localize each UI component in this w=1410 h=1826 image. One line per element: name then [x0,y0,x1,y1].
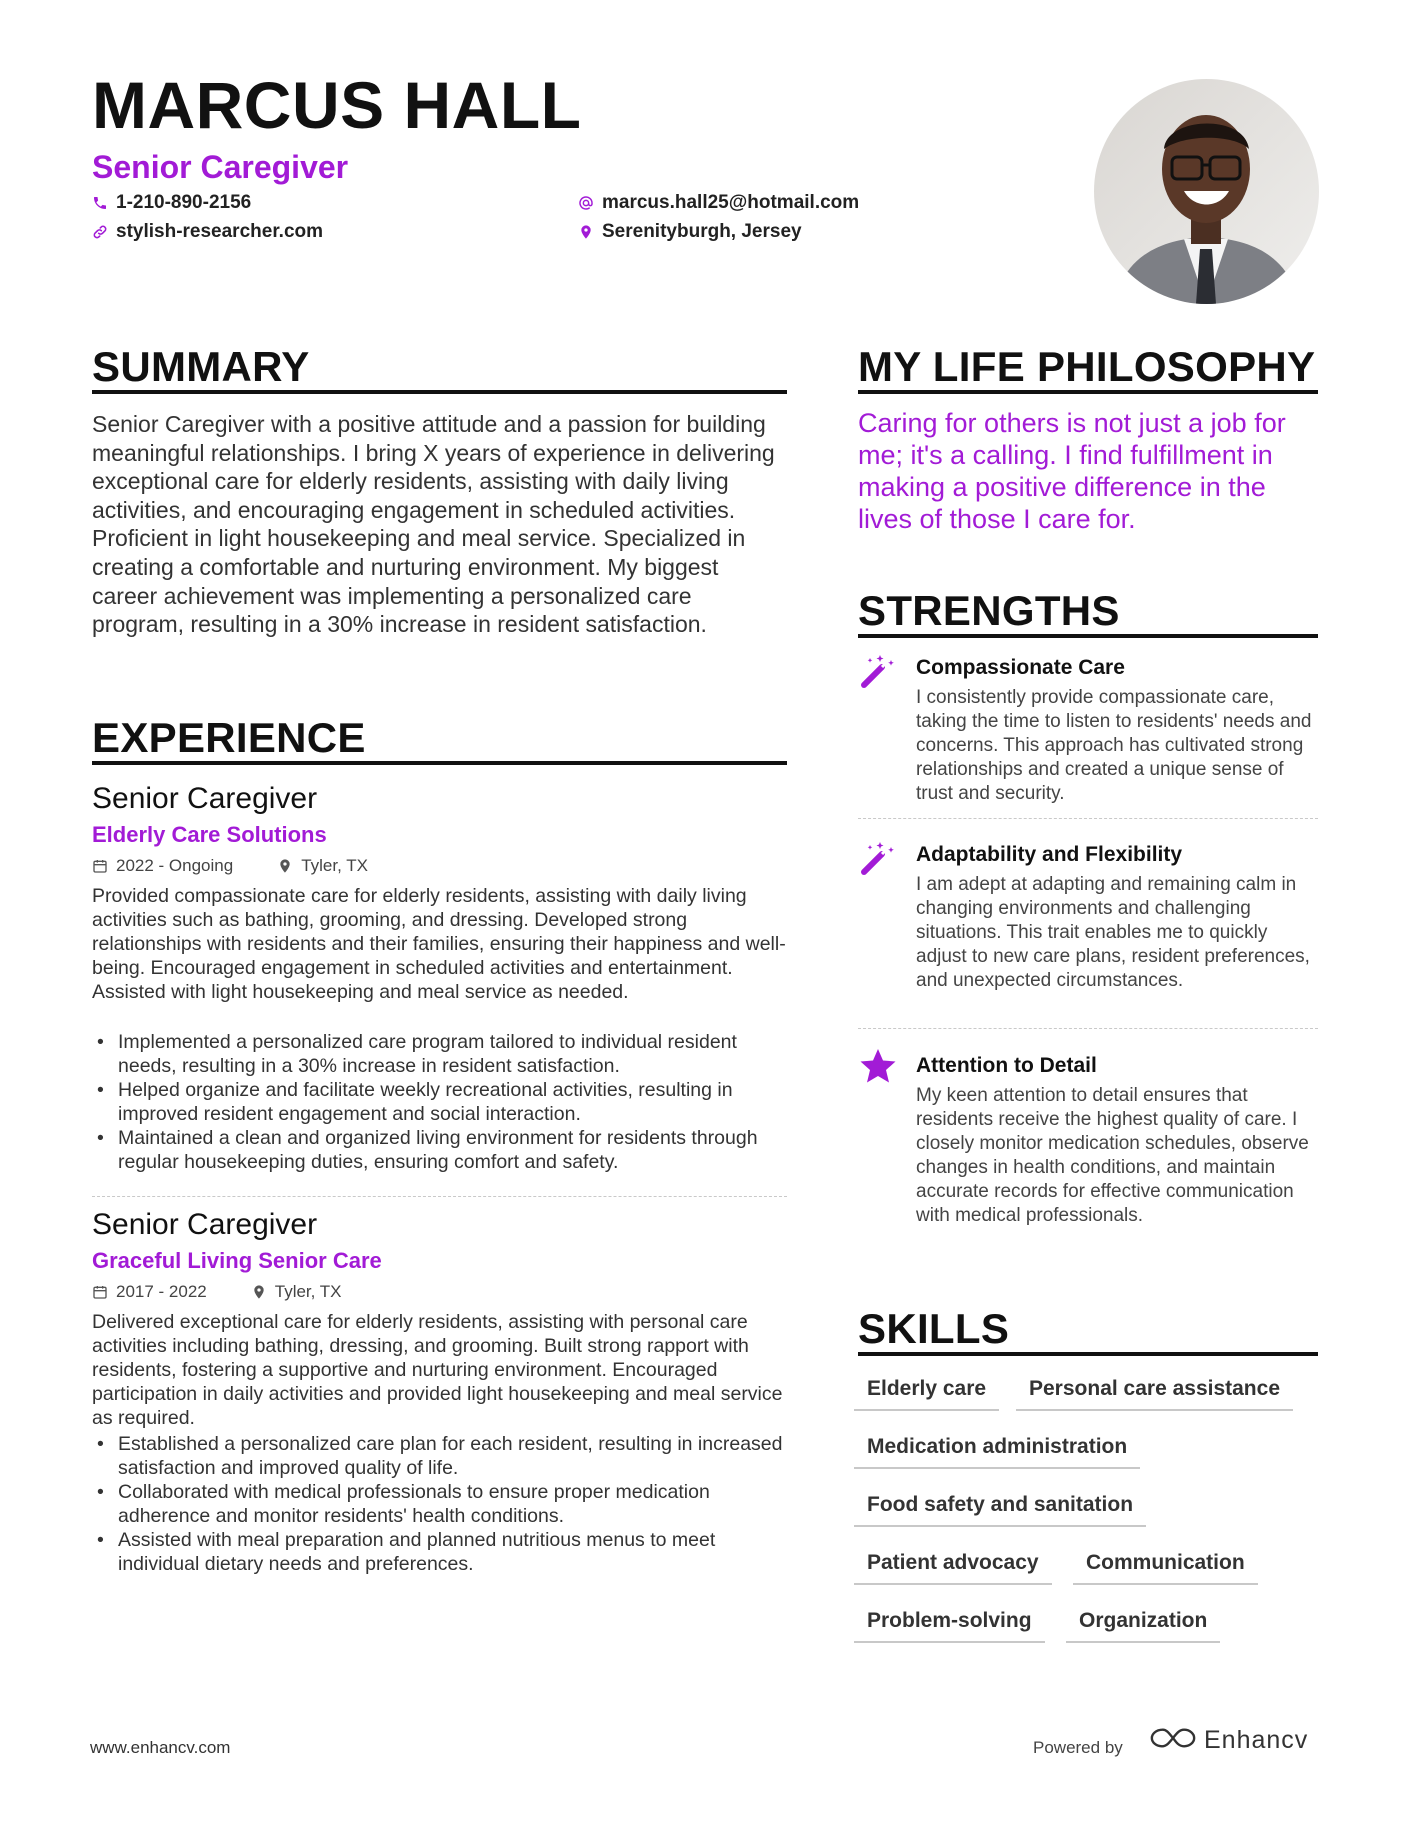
contact-location [578,222,802,241]
star-icon [858,1046,898,1086]
achievement-item: • Established a personalized care plan for each resident, resulting in increased satisfaction and improved quality of life. [92,1432,792,1480]
skill-tag: Food safety and sanitation [854,1489,1146,1527]
summary-heading: SUMMARY [92,343,310,390]
philosophy-text: Caring for others is not just a job for me; it's a calling. I find fulfillment in making a positive difference in the lives of those I care for. [858,408,1286,534]
powered-by-label: Powered by [1033,1738,1123,1757]
experience-divider [92,761,787,765]
contact-phone [92,193,251,212]
skill-tag: Problem-solving [854,1605,1045,1643]
website-text[interactable]: stylish-researcher.com [116,221,324,242]
achievement-item: • Maintained a clean and organized living environment for residents through regular housekeeping duties, ensuring comfort and safety. [92,1126,792,1174]
at-sign-icon [578,195,594,211]
job-achievements [92,1432,792,1576]
achievement-item: • Helped organize and facilitate weekly recreational activities, resulting in improved resident engagement and social interaction. [92,1078,792,1126]
profile-photo [1094,79,1319,304]
experience-heading: EXPERIENCE [92,714,366,761]
philosophy-divider [858,390,1318,394]
strength-title: Attention to Detail [916,1054,1097,1077]
skill-tag: Personal care assistance [1016,1373,1293,1411]
phone-text[interactable]: 1-210-890-2156 [116,192,252,213]
magic-wand-icon [858,838,898,878]
job-location: Tyler, TX [274,1282,342,1301]
strength-description: I am adept at adapting and remaining calm in changing environments and challenging situations. This trait enables me to quickly adjust to new care plans, resident preferences, and unexpected circumstances. [916,874,1310,991]
skills-divider [858,1352,1318,1356]
phone-icon [92,195,108,211]
job-description: Delivered exceptional care for elderly residents, assisting with personal care activities including bathing, dressing, and grooming. Built strong rapport with residents, fostering a supportive and nurturing environment. Encouraged participation in daily activities and provided light housekeeping and meal service as required. [92,1311,783,1429]
strength-description: My keen attention to detail ensures that residents receive the highest quality of care. I closely monitor medication schedules, observe changes in health conditions, and maintain accurate records for effective communication with medical professionals. [916,1085,1309,1226]
strengths-heading: STRENGTHS [858,587,1120,634]
job-separator [92,1196,787,1197]
calendar-icon [92,858,108,874]
company-name: Elderly Care Solutions [92,822,327,847]
location-pin-icon [277,858,293,874]
enhancv-logo[interactable] [1150,1726,1308,1755]
contact-email [578,193,859,212]
philosophy-heading: MY LIFE PHILOSOPHY [858,343,1316,390]
achievement-item: • Collaborated with medical professionals to ensure proper medication adherence and monitor residents' health conditions. [92,1480,792,1528]
skill-tag: Communication [1073,1547,1258,1585]
candidate-title: Senior Caregiver [92,149,349,185]
skill-tag: Patient advocacy [854,1547,1052,1585]
achievement-item: • Implemented a personalized care program tailored to individual resident needs, resulting in a 30% increase in resident satisfaction. [92,1030,792,1078]
job-meta [92,857,368,874]
enhancv-logo-icon [1150,1726,1196,1755]
location-pin-icon [578,224,594,240]
calendar-icon [92,1284,108,1300]
strength-title: Adaptability and Flexibility [916,843,1183,866]
job-title: Senior Caregiver [92,782,318,815]
email-text[interactable]: marcus.hall25@hotmail.com [602,192,860,213]
job-title: Senior Caregiver [92,1208,318,1241]
link-icon [92,224,108,240]
job-dates: 2017 - 2022 [116,1282,207,1301]
job-description: Provided compassionate care for elderly residents, assisting with daily living activities such as bathing, grooming, and dressing. Developed strong relationships with residents and their families, ensuring their happiness and well-being. Encouraged engagement in scheduled activities and entertainment. Assisted with light housekeeping and meal service as needed. [92,885,786,1003]
skill-tag: Elderly care [854,1373,999,1411]
strengths-divider [858,634,1318,638]
summary-divider [92,390,787,394]
achievement-item: • Assisted with meal preparation and planned nutritious menus to meet individual dietary needs and preferences. [92,1528,792,1576]
job-meta [92,1283,342,1300]
summary-text: Senior Caregiver with a positive attitude and a passion for building meaningful relationships. I bring X years of experience in delivering exceptional care for elderly residents, assisting with daily living activities, and encouraging engagement in scheduled activities. Proficient in light housekeeping and meal service. Specialized in creating a comfortable and nurturing environment. My biggest career achievement was implementing a personalized care program, resulting in a 30% increase in resident satisfaction. [92,411,775,638]
footer-url[interactable]: www.enhancv.com [90,1738,231,1757]
job-achievements [92,1030,792,1174]
skill-tag: Organization [1066,1605,1220,1643]
strength-description: I consistently provide compassionate care, taking the time to listen to residents' needs and concerns. This approach has cultivated strong relationships and created a unique sense of trust and security. [916,687,1312,804]
location-pin-icon [251,1284,267,1300]
strength-title: Compassionate Care [916,656,1125,679]
skill-tag: Medication administration [854,1431,1140,1469]
job-dates: 2022 - Ongoing [116,856,234,875]
enhancv-wordmark: Enhancv [1204,1726,1309,1754]
company-name: Graceful Living Senior Care [92,1248,382,1273]
location-text: Serenityburgh, Jersey [602,221,802,242]
strength-separator [858,818,1318,819]
skills-heading: SKILLS [858,1305,1010,1352]
strength-separator [858,1028,1318,1029]
candidate-name: MARCUS HALL [92,68,582,142]
contact-website [92,222,323,241]
job-location: Tyler, TX [301,856,368,875]
magic-wand-icon [858,651,898,691]
